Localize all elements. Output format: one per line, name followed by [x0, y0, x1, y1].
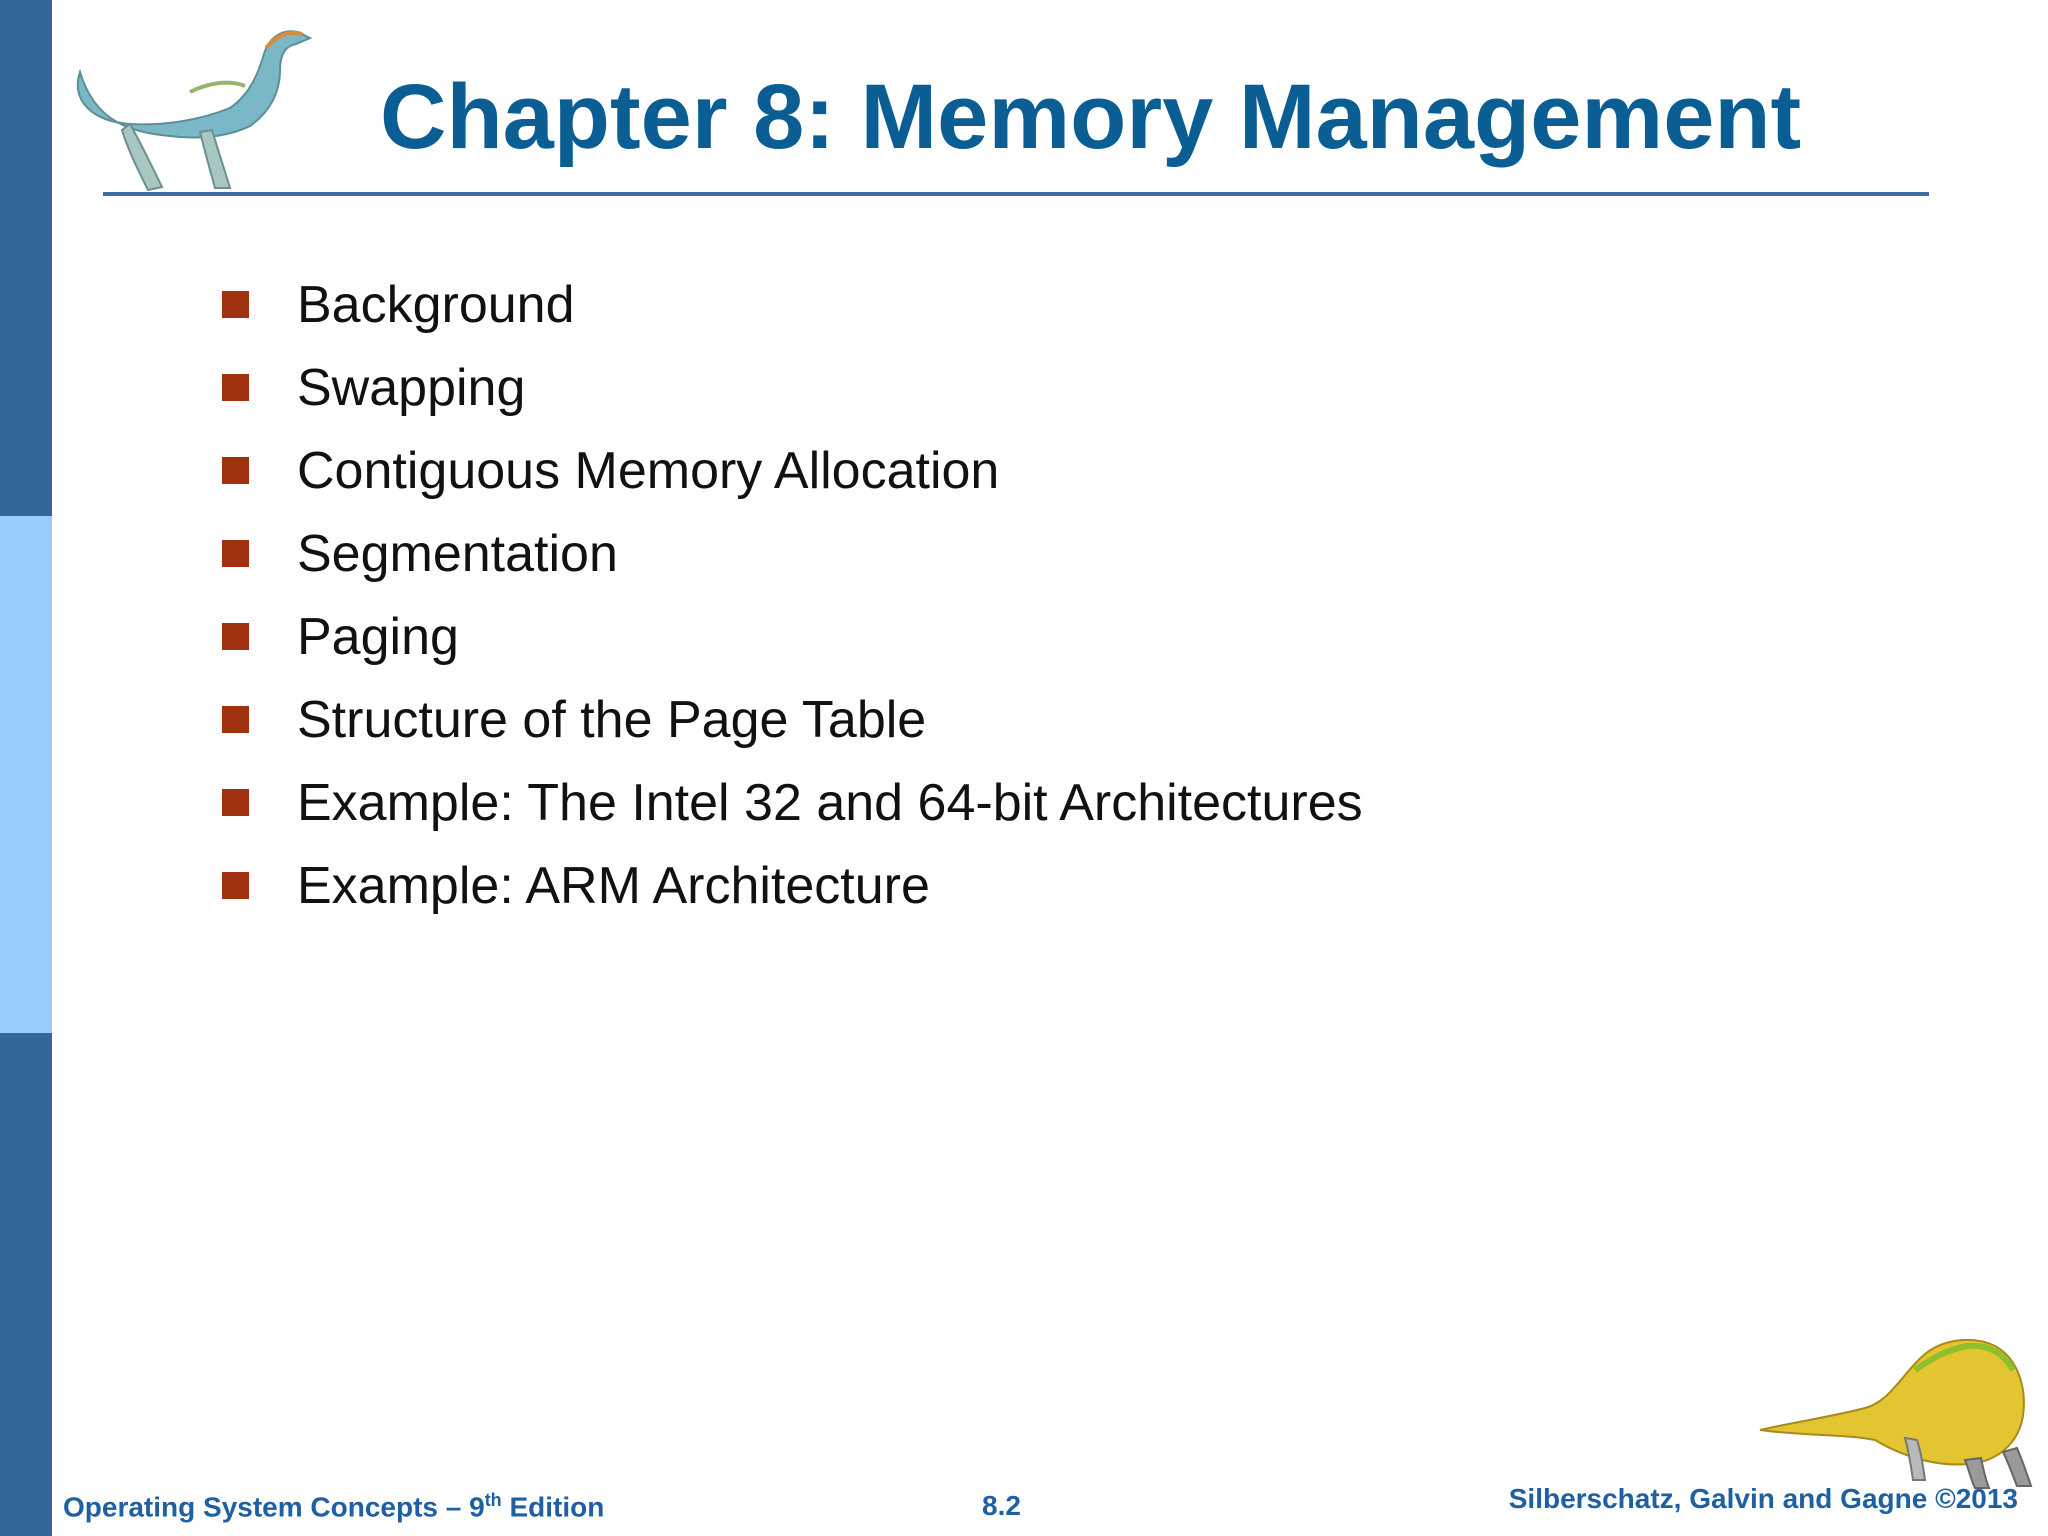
square-bullet-icon [222, 540, 249, 567]
title-divider [103, 192, 1929, 196]
list-item [0, 346, 1600, 430]
dinosaur-icon [70, 12, 320, 197]
square-bullet-icon [222, 374, 249, 401]
square-bullet-icon [222, 623, 249, 650]
square-bullet-icon [222, 291, 249, 318]
side-bar-bottom [0, 1033, 52, 1536]
list-item [0, 263, 1600, 347]
list-item [0, 844, 1600, 928]
list-item-text: Paging [297, 608, 459, 666]
list-item-text: Example: The Intel 32 and 64-bit Architectures [297, 774, 1363, 832]
list-item [0, 761, 1600, 845]
list-item-text: Contiguous Memory Allocation [297, 442, 1000, 500]
square-bullet-icon [222, 706, 249, 733]
book-edition-footer [63, 1490, 604, 1523]
edition-text: Edition [501, 1491, 605, 1523]
list-item-text: Swapping [297, 359, 526, 417]
list-item-text: Segmentation [297, 525, 618, 583]
edition-superscript: th [484, 1490, 502, 1510]
list-item [0, 429, 1600, 513]
square-bullet-icon [222, 457, 249, 484]
slide-title: Chapter 8: Memory Management [380, 66, 1802, 168]
list-item-text: Structure of the Page Table [297, 691, 927, 749]
dinosaur-icon [1755, 1330, 2040, 1490]
list-item-text: Example: ARM Architecture [297, 857, 930, 915]
authors-copyright: Silberschatz, Galvin and Gagne ©2013 [1508, 1483, 2018, 1514]
book-title-text: Operating System Concepts – 9 [63, 1491, 485, 1523]
list-item [0, 595, 1600, 679]
square-bullet-icon [222, 789, 249, 816]
square-bullet-icon [222, 872, 249, 899]
list-item-text: Background [297, 276, 575, 334]
list-item [0, 512, 1600, 596]
list-item [0, 678, 1600, 762]
slide-number: 8.2 [982, 1490, 1021, 1521]
